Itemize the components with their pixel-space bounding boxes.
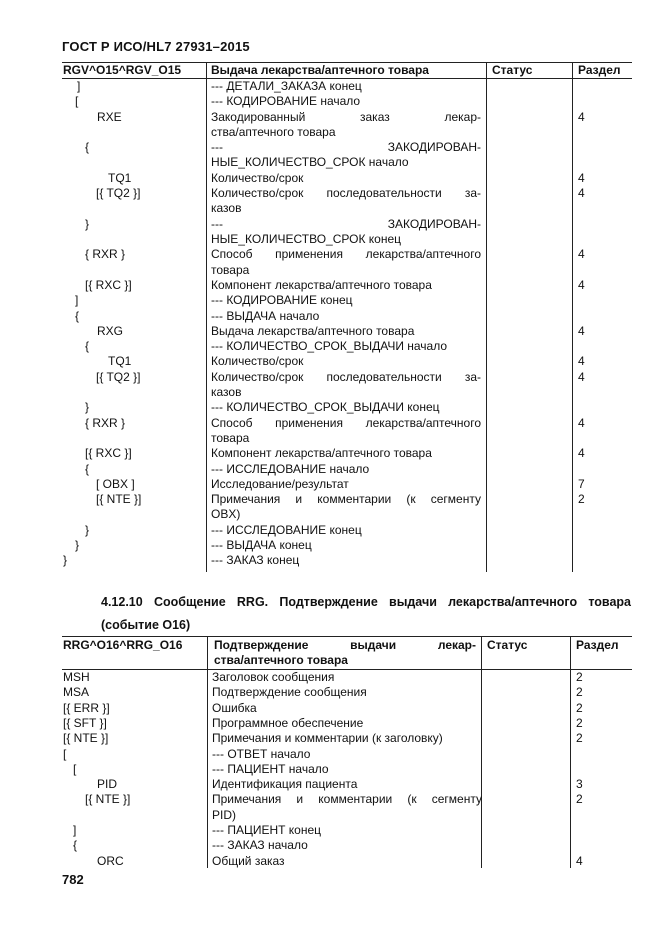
section-cell: 4 (578, 109, 585, 124)
segment-cell: { (73, 838, 78, 853)
segment-cell: [ (75, 94, 79, 109)
segment-cell: } (63, 553, 68, 568)
column-divider (486, 62, 487, 572)
description-line: --- КОДИРОВАНИЕ конец (211, 293, 353, 308)
description-cell (212, 792, 482, 823)
segment-cell: [{ SFT }] (63, 715, 107, 730)
section-cell: 3 (576, 777, 583, 792)
segment-cell: { (75, 308, 80, 323)
segment-cell: [{ TQ2 }] (96, 186, 141, 201)
segment-cell: ORC (97, 853, 124, 868)
section-cell: 4 (578, 446, 585, 461)
section-cell: 2 (576, 731, 583, 746)
section-cell: 4 (578, 354, 585, 369)
segment-cell: PID (97, 777, 118, 792)
description-line: --- ОТВЕТ начало (212, 746, 311, 761)
section-cell: 2 (576, 715, 583, 730)
description-cell (211, 462, 481, 477)
description-cell (211, 171, 481, 186)
description-line: товара (211, 262, 250, 277)
segment-cell: } (85, 216, 90, 231)
section-cell: 4 (578, 369, 585, 384)
description-line: PID) (212, 807, 236, 822)
segment-cell: RXG (97, 323, 124, 338)
description-line: Общий заказ (212, 853, 285, 868)
table-header-cell: ства/аптечного товара (214, 653, 348, 667)
description-line: OBX) (211, 507, 241, 522)
description-line: --- ВЫДАЧА начало (211, 308, 320, 323)
description-line: --- ЗАКОДИРОВАН- (211, 140, 481, 155)
description-line: Способ применения лекарства/аптечного (211, 415, 481, 430)
table-header-cell: RRG^O16^RRG_O16 (63, 638, 183, 652)
description-line: Способ применения лекарства/аптечного (211, 247, 481, 262)
description-cell (211, 247, 481, 278)
description-line: --- ПАЦИЕНТ начало (212, 761, 329, 776)
description-cell (212, 716, 482, 731)
description-cell (212, 823, 482, 838)
column-divider (572, 62, 573, 572)
description-cell (212, 838, 482, 853)
table-header-cell: RGV^O15^RGV_O15 (63, 63, 182, 77)
description-line: --- КОДИРОВАНИЕ начало (211, 94, 361, 109)
description-line: Количество/срок последовательности за- (211, 186, 481, 201)
section-heading-line-1: 4.12.10 Сообщение RRG. Подтверждение выдачи лекарства/аптечного товара (101, 595, 631, 609)
description-cell (211, 217, 481, 248)
segment-cell: ] (75, 293, 79, 308)
description-cell (211, 293, 481, 308)
segment-cell: { (85, 140, 90, 155)
section-cell: 2 (576, 792, 583, 807)
table-top-rule (62, 636, 632, 637)
description-line: Программное обеспечение (212, 715, 364, 730)
description-cell (212, 762, 482, 777)
description-line: --- КОЛИЧЕСТВО_СРОК_ВЫДАЧИ начало (211, 339, 448, 354)
section-cell: 2 (576, 685, 583, 700)
description-cell (211, 370, 481, 401)
segment-cell: MSA (63, 685, 90, 700)
segment-cell: { (85, 461, 90, 476)
description-line: --- КОЛИЧЕСТВО_СРОК_ВЫДАЧИ конец (211, 400, 440, 415)
description-line: Примечания и комментарии (к сегменту (212, 792, 482, 807)
section-heading (101, 591, 631, 637)
description-cell (211, 416, 481, 447)
description-line: НЫЕ_КОЛИЧЕСТВО_СРОК конец (211, 231, 402, 246)
description-line: казов (211, 384, 242, 399)
section-cell: 2 (576, 700, 583, 715)
description-cell (212, 777, 482, 792)
description-cell (211, 492, 481, 523)
description-cell (211, 477, 481, 492)
table-header-cell: Статус (492, 63, 533, 77)
table-header-cell: Подтверждение выдачи лекар- (214, 638, 476, 652)
description-cell (212, 685, 482, 700)
section-cell: 7 (578, 476, 585, 491)
segment-cell: [ (73, 761, 77, 776)
description-line: Компонент лекарства/аптечного товара (211, 446, 432, 461)
segment-cell: [{ ERR }] (63, 700, 110, 715)
description-cell (212, 731, 482, 746)
section-cell: 4 (578, 170, 585, 185)
description-cell (211, 186, 481, 217)
column-divider (206, 62, 207, 572)
description-line: Количество/срок (211, 354, 304, 369)
description-line: --- ИССЛЕДОВАНИЕ начало (211, 461, 370, 476)
description-cell (211, 400, 481, 415)
section-cell: 2 (578, 492, 585, 507)
section-cell: 4 (578, 415, 585, 430)
description-line: казов (211, 201, 242, 216)
segment-cell: } (75, 538, 80, 552)
description-cell (212, 670, 482, 685)
description-cell (211, 324, 481, 339)
segment-cell: [ OBX ] (96, 476, 135, 491)
description-cell (211, 354, 481, 369)
description-cell (211, 523, 481, 538)
segment-cell: } (85, 400, 90, 415)
column-divider (207, 636, 208, 868)
segment-cell: { (85, 339, 90, 354)
segment-cell: [{ NTE }] (96, 492, 142, 507)
segment-cell: [{ NTE }] (63, 731, 109, 746)
description-cell (211, 110, 481, 141)
table-header-cell: Статус (487, 638, 528, 652)
description-cell (212, 854, 482, 869)
description-line: --- ИССЛЕДОВАНИЕ конец (211, 522, 362, 537)
segment-cell: [{ NTE }] (85, 792, 131, 807)
description-line: товара (211, 430, 250, 445)
document-header: ГОСТ Р ИСО/HL7 27931–2015 (62, 39, 250, 54)
description-line: --- ПАЦИЕНТ конец (212, 823, 322, 837)
segment-cell: ] (73, 823, 77, 837)
description-cell (211, 140, 481, 171)
page-number: 782 (62, 872, 84, 887)
description-cell (211, 79, 481, 94)
description-line: --- ЗАКОДИРОВАН- (211, 216, 481, 231)
description-cell (211, 446, 481, 461)
description-cell (212, 747, 482, 762)
section-cell: 4 (578, 186, 585, 201)
description-line: Подтверждение сообщения (212, 685, 367, 700)
description-line: Примечания и комментарии (к сегменту (211, 492, 481, 507)
description-cell (211, 339, 481, 354)
description-cell (212, 701, 482, 716)
segment-cell: } (85, 522, 90, 537)
description-line: Примечания и комментарии (к заголовку) (212, 731, 443, 746)
description-line: Заголовок сообщения (212, 670, 335, 684)
segment-cell: TQ1 (108, 354, 132, 369)
description-line: НЫЕ_КОЛИЧЕСТВО_СРОК начало (211, 155, 409, 170)
segment-cell: MSH (63, 670, 90, 684)
description-line: Ошибка (212, 700, 257, 715)
section-cell: 4 (576, 853, 583, 868)
table-header-cell: Выдача лекарства/аптечного товара (211, 63, 429, 77)
description-line: Исследование/результат (211, 476, 349, 491)
description-line: --- ДЕТАЛИ_ЗАКАЗА конец (211, 79, 362, 93)
description-line: Идентификация пациента (212, 777, 358, 792)
description-line: Закодированный заказ лекар- (211, 109, 481, 124)
description-cell (211, 94, 481, 109)
description-line: --- ЗАКАЗ конец (211, 553, 300, 568)
table-header-cell: Раздел (576, 638, 619, 652)
section-heading-line-2: (событие O16) (101, 618, 191, 632)
segment-cell: { RXR } (85, 415, 126, 430)
description-line: Выдача лекарства/аптечного товара (211, 323, 415, 338)
segment-cell: [{ RXC }] (85, 446, 132, 461)
description-line: Количество/срок (211, 170, 304, 185)
segment-cell: [{ TQ2 }] (96, 369, 141, 384)
segment-cell: [{ RXC }] (85, 277, 132, 292)
description-line: ства/аптечного товара (211, 124, 336, 139)
section-cell: 2 (576, 670, 583, 684)
description-cell (211, 538, 481, 553)
description-line: Количество/срок последовательности за- (211, 369, 481, 384)
description-cell (211, 309, 481, 324)
description-line: Компонент лекарства/аптечного товара (211, 277, 432, 292)
table-header-cell: Раздел (578, 63, 621, 77)
section-cell: 4 (578, 247, 585, 262)
description-line: --- ВЫДАЧА конец (211, 538, 312, 552)
description-line: --- ЗАКАЗ начало (212, 838, 308, 853)
segment-cell: RXE (97, 109, 122, 124)
segment-cell: TQ1 (108, 170, 132, 185)
column-divider (570, 636, 571, 868)
description-cell (211, 278, 481, 293)
section-cell: 4 (578, 277, 585, 292)
section-cell: 4 (578, 323, 585, 338)
description-cell (211, 553, 481, 568)
segment-cell: [ (63, 746, 67, 761)
segment-cell: { RXR } (85, 247, 126, 262)
segment-cell: ] (77, 79, 81, 93)
